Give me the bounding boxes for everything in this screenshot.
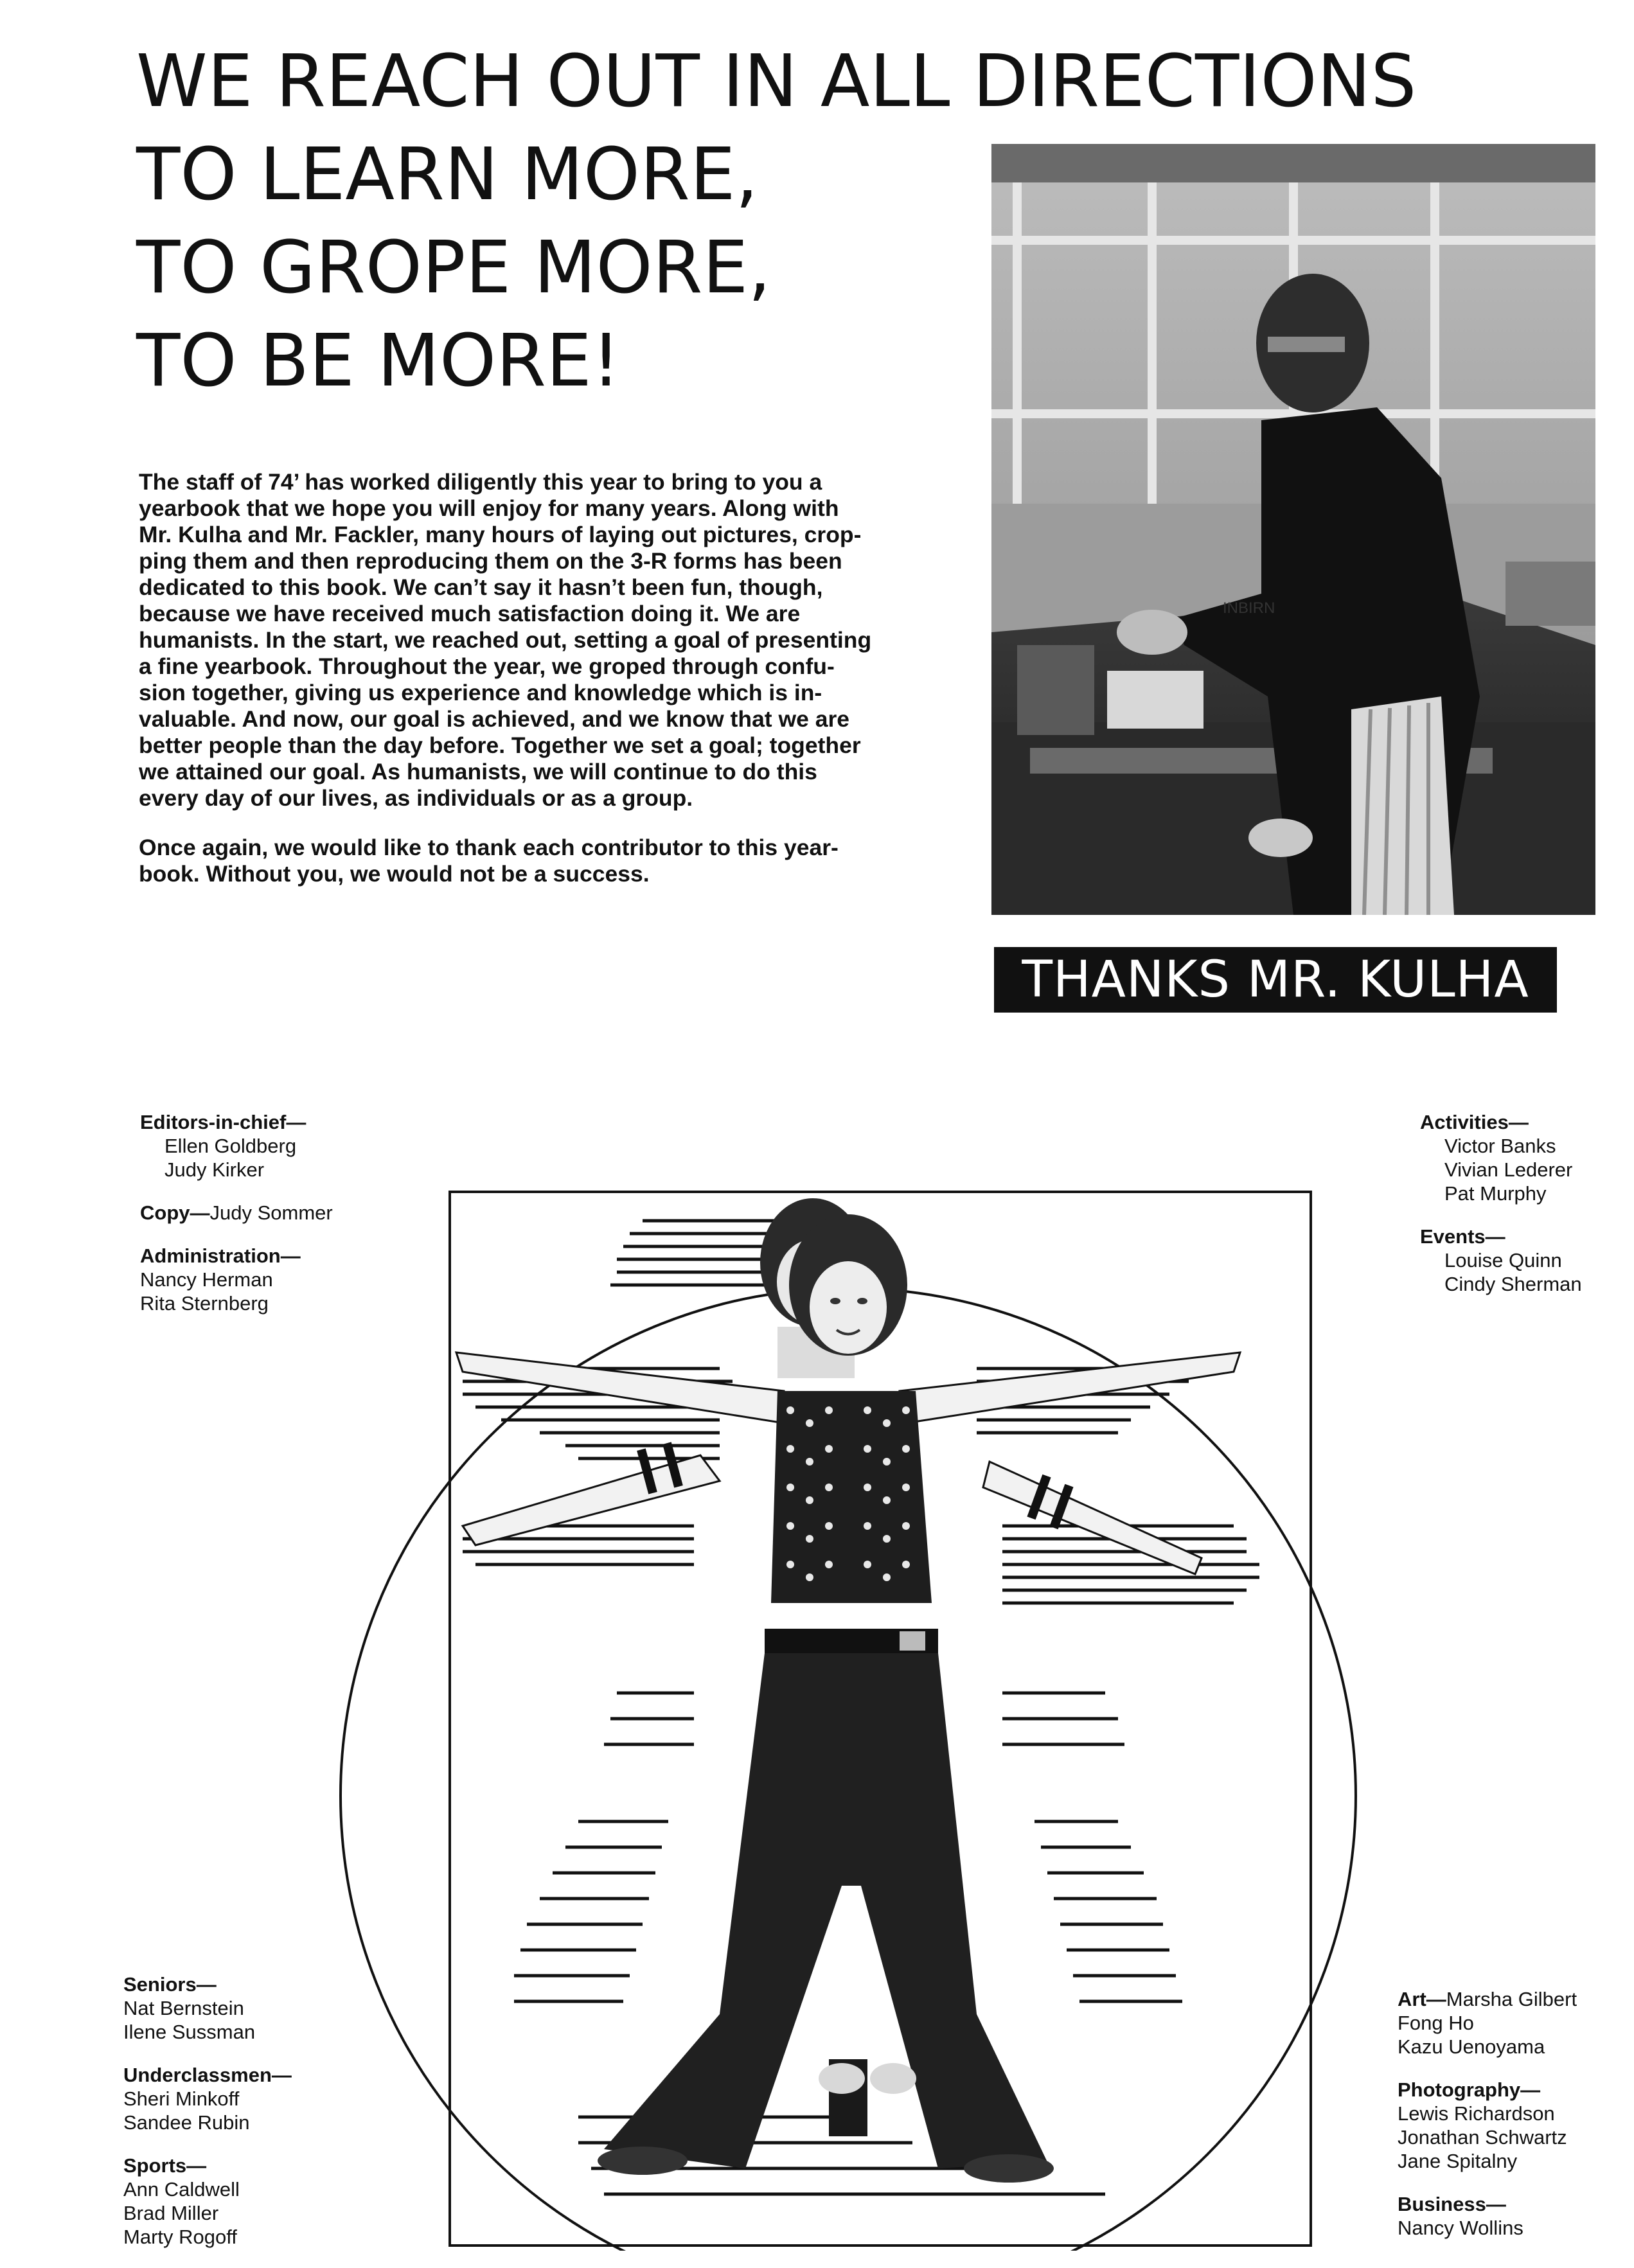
text-line: sion together, giving us experience and knowledge which is in-: [139, 680, 822, 705]
advisor-photo-art: [991, 144, 1595, 915]
credit-group: [1398, 2192, 1577, 2240]
text-line: dedicated to this book. We can’t say it hasn’t been fun, though,: [139, 574, 823, 600]
credit-name: Cindy Sherman: [1444, 1273, 1582, 1295]
thanks-banner: THANKS MR. KULHA: [994, 947, 1557, 1013]
photo-sign: INBIRN: [1223, 599, 1275, 617]
credit-name: Jonathan Schwartz: [1398, 2126, 1567, 2148]
credit-role: Seniors—: [123, 1973, 217, 1996]
credit-role: Photography—: [1398, 2078, 1541, 2101]
credit-name: Vivian Lederer: [1444, 1158, 1573, 1181]
credit-group: [123, 2063, 292, 2134]
credit-group: [140, 1201, 333, 1225]
credit-name: Brad Miller: [123, 2202, 219, 2224]
credit-name: Ellen Goldberg: [164, 1135, 297, 1157]
credit-name: Marty Rogoff: [123, 2226, 237, 2248]
credit-role: Administration—: [140, 1245, 301, 1267]
credit-role: Activities—: [1420, 1111, 1529, 1133]
headline-line: WE REACH OUT IN ALL DIRECTIONS: [136, 40, 1417, 123]
credit-role: Editors-in-chief—: [140, 1111, 306, 1133]
credits-left-top: [140, 1110, 333, 1334]
text-line: valuable. And now, our goal is achieved, and we know that we are: [139, 706, 850, 732]
credits-right-top: [1420, 1110, 1582, 1315]
text-line: Once again, we would like to thank each contributor to this year-: [139, 835, 839, 860]
text-line: we attained our goal. As humanists, we will continue to do this: [139, 759, 817, 784]
vitruvian-figure: [334, 1115, 1362, 2251]
credit-group: [1398, 2078, 1577, 2173]
credit-name: Rita Sternberg: [140, 1292, 269, 1315]
credit-group: [1420, 1225, 1582, 1296]
text-line: because we have received much satisfaction doing it. We are: [139, 601, 801, 626]
credit-name: Nat Bernstein: [123, 1997, 244, 2019]
credit-role: Underclassmen—: [123, 2064, 292, 2086]
credit-role: Sports—: [123, 2154, 207, 2177]
credit-role: Art—: [1398, 1988, 1446, 2010]
text-line: Mr. Kulha and Mr. Fackler, many hours of laying out pictures, crop-: [139, 522, 862, 547]
text-line: better people than the day before. Together we set a goal; together: [139, 732, 861, 758]
headline-line: TO BE MORE!: [136, 319, 621, 403]
advisor-photo: [991, 144, 1595, 915]
credit-role: Copy—: [140, 1201, 210, 1224]
credit-name: Nancy Wollins: [1398, 2217, 1523, 2239]
credit-role: Events—: [1420, 1225, 1505, 1248]
credit-group: [123, 1972, 292, 2044]
text-line: yearbook that we hope you will enjoy for many years. Along with: [139, 495, 839, 521]
credit-name: Fong Ho: [1398, 2012, 1474, 2034]
text-line: humanists. In the start, we reached out, setting a goal of presenting: [139, 627, 872, 653]
text-line: The staff of 74’ has worked diligently this year to bring to you a: [139, 469, 822, 495]
credits-left-bottom: [123, 1972, 292, 2268]
intro-paragraph: [139, 469, 968, 811]
thanks-paragraph: [139, 835, 968, 887]
vitruvian-art: [334, 1115, 1362, 2251]
credit-name: Louise Quinn: [1444, 1249, 1562, 1271]
credit-group: [1420, 1110, 1582, 1205]
credit-name: Ilene Sussman: [123, 2021, 256, 2043]
credit-name: Victor Banks: [1444, 1135, 1556, 1157]
credit-name: Judy Sommer: [209, 1201, 333, 1224]
credit-group: [1398, 1987, 1577, 2059]
credit-name: Pat Murphy: [1444, 1182, 1547, 1205]
credit-name: Ann Caldwell: [123, 2178, 240, 2201]
credit-role: Business—: [1398, 2193, 1506, 2215]
text-line: book. Without you, we would not be a success.: [139, 861, 650, 887]
credit-name: Nancy Herman: [140, 1268, 273, 1291]
credit-name: Sandee Rubin: [123, 2111, 250, 2134]
credit-name: Lewis Richardson: [1398, 2102, 1555, 2125]
credit-name: Kazu Uenoyama: [1398, 2035, 1545, 2058]
text-line: ping them and then reproducing them on the 3-R forms has been: [139, 548, 842, 574]
credit-group: [123, 2154, 292, 2249]
credit-name: Jane Spitalny: [1398, 2150, 1518, 2172]
headline-line: TO GROPE MORE,: [136, 226, 771, 310]
headline-line: TO LEARN MORE,: [136, 133, 759, 217]
text-line: a fine yearbook. Throughout the year, we groped through confu-: [139, 653, 835, 679]
credit-group: [140, 1110, 333, 1182]
credits-right-bottom: [1398, 1987, 1577, 2259]
credit-name: Sheri Minkoff: [123, 2087, 240, 2110]
credit-name: Marsha Gilbert: [1446, 1988, 1577, 2010]
credit-group: [140, 1244, 333, 1315]
credit-name: Judy Kirker: [164, 1158, 265, 1181]
text-line: every day of our lives, as individuals or as a group.: [139, 785, 693, 811]
intro-text: [139, 469, 968, 910]
